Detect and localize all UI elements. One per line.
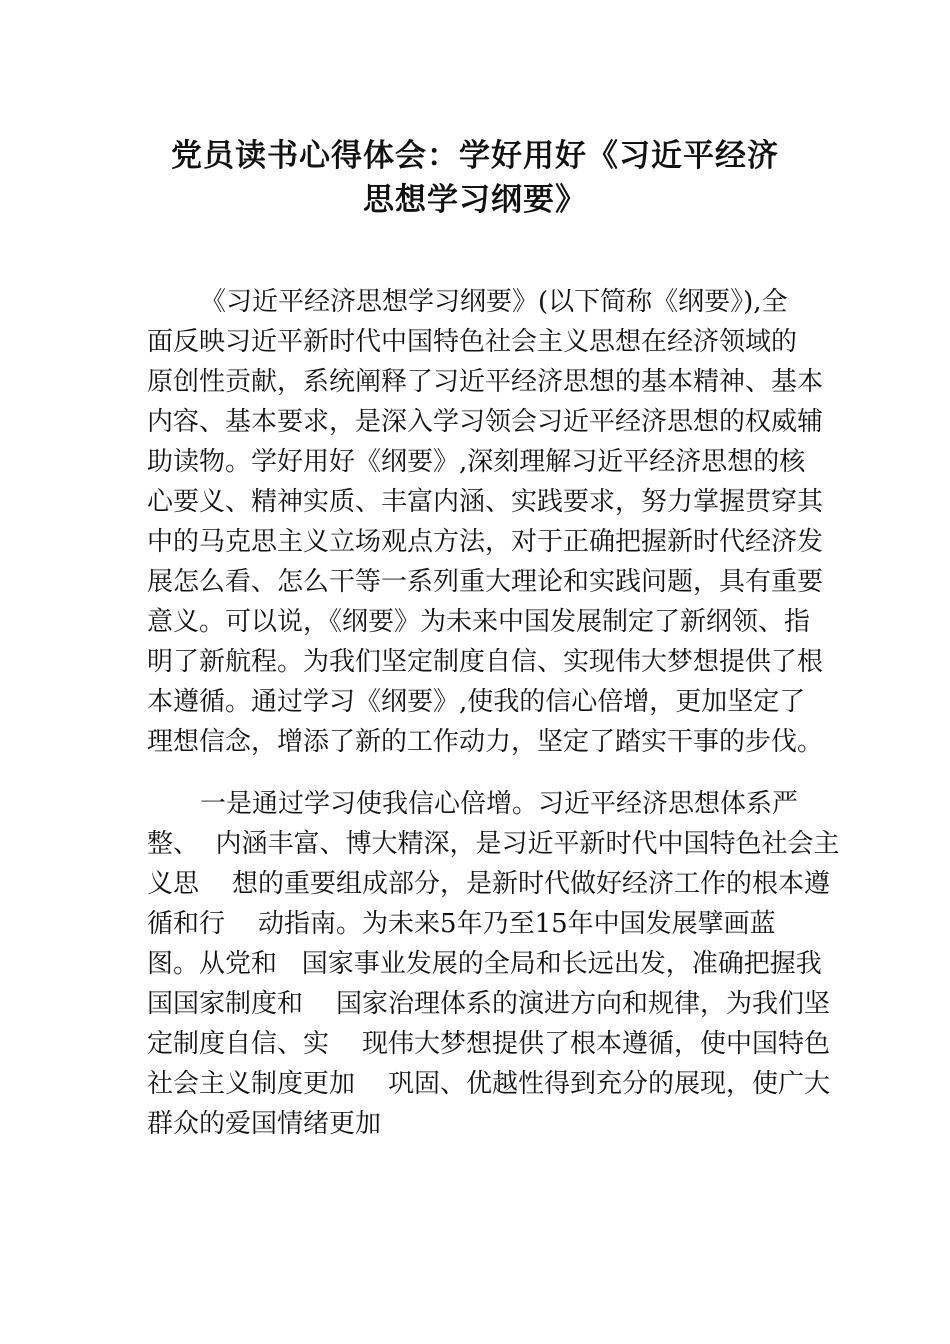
paragraph-2-line: 群众的爱国情绪更加	[147, 1109, 382, 1139]
paragraph-1-line: 展怎么看、怎么干等一系列重大理论和实践问题，具有重要	[147, 567, 824, 597]
paragraph-2-line: 义思 想的重要组成部分，是新时代做好经济工作的根本遵	[147, 869, 831, 899]
paragraph-1-line: 理想信念，增添了新的工作动力，坚定了踏实干事的步伐。	[147, 727, 824, 757]
paragraph-2-line: 整、 内涵丰富、博大精深，是习近平新时代中国特色社会主	[147, 829, 840, 859]
paragraph-2-line: 一是通过学习使我信心倍增。习近平经济思想体系严	[200, 789, 799, 819]
document-title-line-2: 思想学习纲要》	[363, 182, 587, 218]
paragraph-2-line: 国国家制度和 国家治理体系的演进方向和规律，为我们坚	[147, 989, 831, 1019]
paragraph-1-line: 面反映习近平新时代中国特色社会主义思想在经济领域的	[147, 327, 798, 357]
paragraph-1-line: 《习近平经济思想学习纲要》(以下简称《纲要》),全	[200, 287, 788, 317]
paragraph-1-line: 意义。可以说，《纲要》为未来中国发展制定了新纲领、指	[147, 607, 811, 637]
paragraph-1-line: 本遵循。通过学习《纲要》,使我的信心倍增，更加坚定了	[147, 687, 806, 717]
paragraph-1-line: 助读物。学好用好《纲要》,深刻理解习近平经济思想的核	[147, 447, 806, 477]
paragraph-1-line: 内容、基本要求，是深入学习领会习近平经济思想的权威辅	[147, 407, 824, 437]
paragraph-1-line: 心要义、精神实质、丰富内涵、实践要求，努力掌握贯穿其	[147, 487, 824, 517]
paragraph-1-line: 中的马克思主义立场观点方法，对于正确把握新时代经济发	[147, 527, 824, 557]
paragraph-2-line: 循和行 动指南。为未来5年乃至15年中国发展擘画蓝	[147, 909, 776, 939]
paragraph-2-line: 定制度自信、实 现伟大梦想提供了根本遵循，使中国特色	[147, 1029, 831, 1059]
paragraph-2-line: 图。从党和 国家事业发展的全局和长远出发，准确把握我	[147, 949, 822, 979]
document-title-line-1: 党员读书心得体会：学好用好《习近平经济	[171, 138, 779, 174]
paragraph-1-line: 原创性贡献，系统阐释了习近平经济思想的基本精神、基本	[147, 367, 824, 397]
paragraph-1-line: 明了新航程。为我们坚定制度自信、实现伟大梦想提供了根	[147, 647, 824, 677]
paragraph-2-line: 社会主义制度更加 巩固、优越性得到充分的展现，使广大	[147, 1069, 831, 1099]
